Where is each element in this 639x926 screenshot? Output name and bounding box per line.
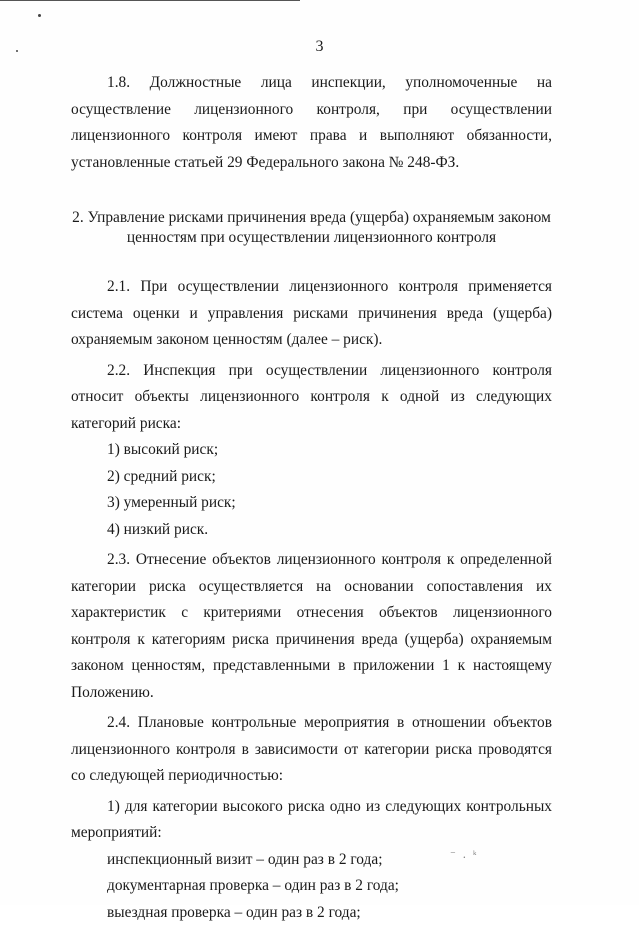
- page-number: 3: [0, 38, 639, 56]
- paragraph-1-8: 1.8. Должностные лица инспекции, уполномоченные на осуществление лицензионного контроля, при осуществлении лицензионного контроля имеют права и выполняют обязанности, установленные статьей 29 Федерального закона № 248-ФЗ.: [71, 70, 552, 176]
- risk-category-item: 3) умеренный риск;: [71, 490, 552, 517]
- paragraph-2-3: 2.3. Отнесение объектов лицензионного контроля к определенной категории риска осуществляется на основании сопоставления их характеристик с критериями отнесения объектов лицензионного контроля к категориям риска причинения вреда (ущерба) охраняемым законом ценностям, представленными в приложении 1 к настоящему Положению.: [71, 547, 552, 706]
- control-measure-item: выездная проверка – один раз в 2 года;: [71, 900, 552, 926]
- scan-speck: [38, 14, 41, 17]
- paragraph-2-4-1: 1) для категории высокого риска одно из следующих контрольных мероприятий:: [71, 794, 552, 847]
- paragraph-2-4: 2.4. Плановые контрольные мероприятия в отношении объектов лицензионного контроля в зависимости от категории риска проводятся со следующей периодичностью:: [71, 710, 552, 790]
- risk-category-item: 2) средний риск;: [71, 464, 552, 491]
- risk-category-item: 1) высокий риск;: [71, 437, 552, 464]
- risk-category-item: 4) низкий риск.: [71, 517, 552, 544]
- scan-artifact-mark: ⁻ ․ ᵏ: [450, 848, 478, 861]
- paragraph-2-2: 2.2. Инспекция при осуществлении лицензионного контроля относит объекты лицензионного контроля к одной из следующих категорий риска:: [71, 358, 552, 438]
- paragraph-2-1: 2.1. При осуществлении лицензионного контроля применяется система оценки и управления рисками причинения вреда (ущерба) охраняемым законом ценностям (далее – риск).: [71, 274, 552, 354]
- control-measure-item: инспекционный визит – один раз в 2 года;: [71, 847, 552, 874]
- control-measure-item: документарная проверка – один раз в 2 года;: [71, 873, 552, 900]
- section-heading-2: 2. Управление рисками причинения вреда (ущерба) охраняемым законом ценностям при осуществлении лицензионного контроля: [71, 208, 552, 248]
- document-body: [71, 70, 552, 926]
- scan-edge-line: [0, 0, 300, 1]
